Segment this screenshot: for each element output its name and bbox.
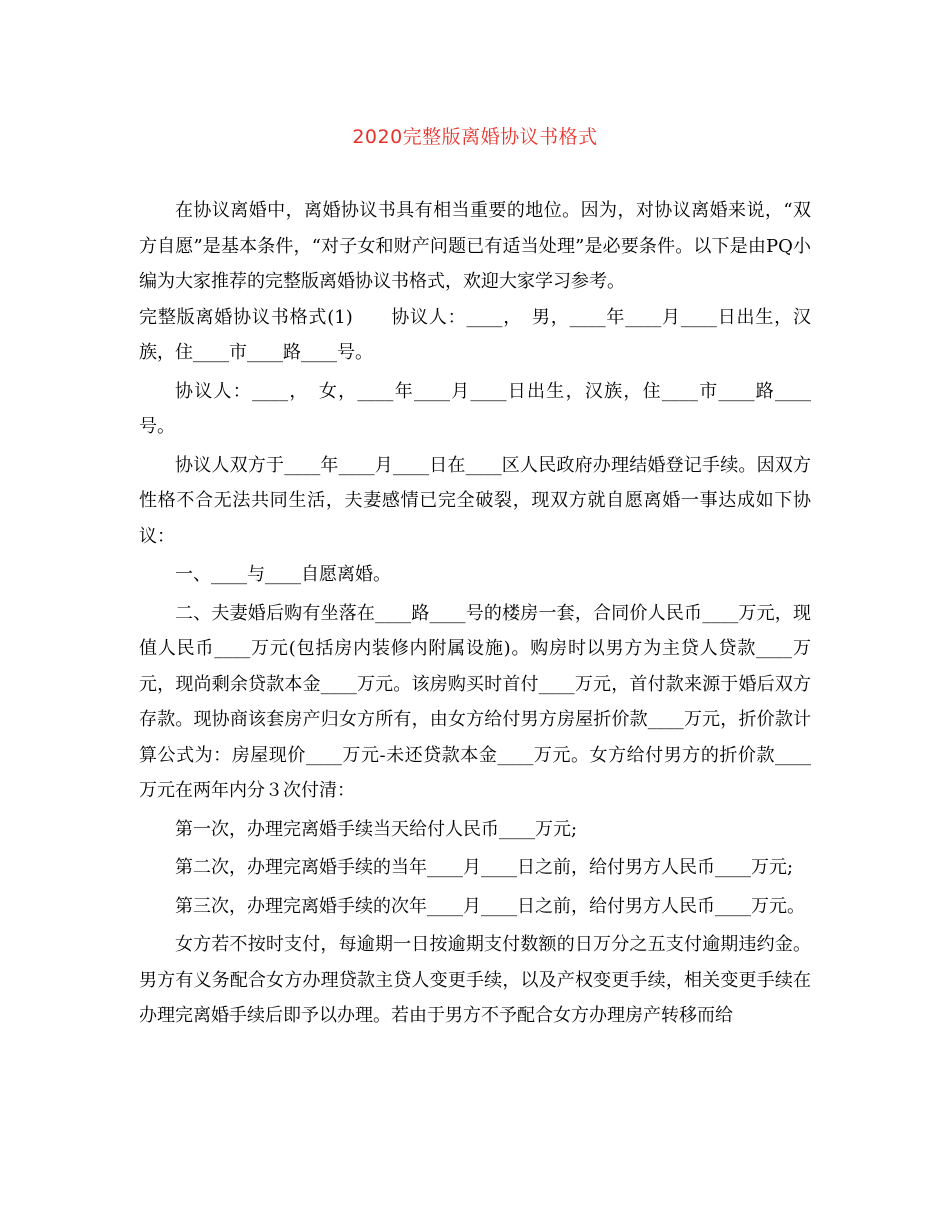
- party-male-paragraph: 完整版离婚协议书格式(1) 协议人：____， 男，____年____月____日出生，汉族，住____市____路____号。: [139, 306, 811, 363]
- penalty-paragraph: 女方若不按时支付，每逾期一日按逾期支付数额的日万分之五支付逾期违约金。男方有义务配合女方办理贷款主贷人变更手续，以及产权变更手续，相关变更手续在办理完离婚手续后即予以办理。若由于男方不予配合女方办理房产转移而给: [139, 934, 811, 1026]
- document-body: [139, 193, 811, 1037]
- clause-one-paragraph: 一、____与____自愿离婚。: [175, 564, 391, 585]
- document-title: 2020完整版离婚协议书格式: [352, 126, 598, 148]
- party-female-paragraph: 协议人：____， 女，____年____月____日出生，汉族，住____市____路____号。: [139, 380, 811, 437]
- intro-paragraph: 在协议离婚中，离婚协议书具有相当重要的地位。因为，对协议离婚来说，“双方自愿”是基本条件，“对子女和财产问题已有适当处理”是必要条件。以下是由PQ小编为大家推荐的完整版离婚协议书格式，欢迎大家学习参考。: [139, 200, 811, 292]
- payment-first-paragraph: 第一次，办理完离婚手续当天给付人民币____万元;: [175, 818, 578, 840]
- clause-two-paragraph: 二、夫妻婚后购有坐落在____路____号的楼房一套，合同价人民币____万元，现值人民币____万元(包括房内装修内附属设施)。购房时以男方为主贷人贷款____万元，现尚剩余贷款本金____万元。该房购买时首付____万元，首付款来源于婚后双方存款。现协商该套房产归女方所有，由女方给付男方房屋折价款____万元，折价款计算公式为：房屋现价____万元-未还贷款本金____万元。女方给付男方的折价款____万元在两年内分３次付清：: [139, 602, 811, 801]
- payment-second-paragraph: 第二次，办理完离婚手续的当年____月____日之前，给付男方人民币____万元;: [175, 857, 794, 878]
- marriage-registration-paragraph: 协议人双方于____年____月____日在____区人民政府办理结婚登记手续。因双方性格不合无法共同生活，夫妻感情已完全破裂，现双方就自愿离婚一事达成如下协议：: [139, 454, 811, 547]
- payment-third-paragraph: 第三次，办理完离婚手续的次年____月____日之前，给付男方人民币____万元。: [175, 895, 805, 917]
